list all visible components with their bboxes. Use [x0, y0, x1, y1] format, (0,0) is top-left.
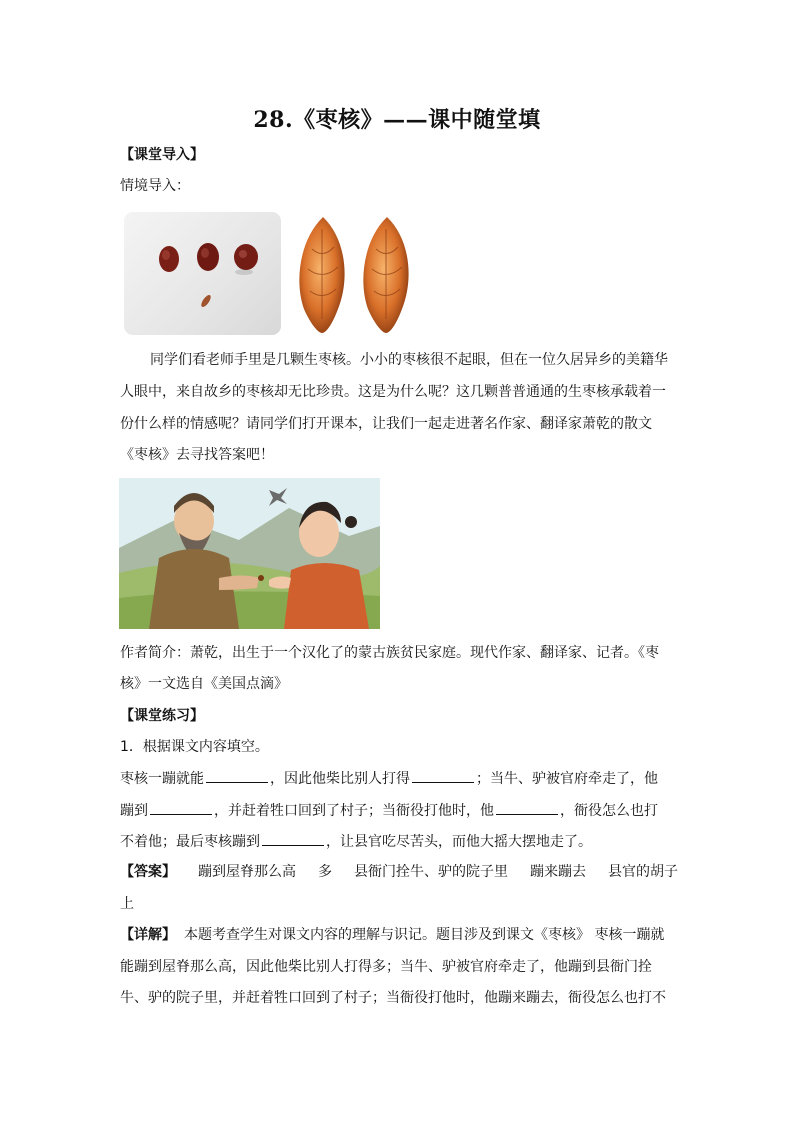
- answer-blank[interactable]: [262, 831, 324, 846]
- answer-line: [120, 862, 680, 882]
- question-1-line-3: [120, 831, 680, 852]
- question-text: ，让县官吃尽苦头，而他大摇大摆地走了。: [326, 834, 592, 850]
- explanation-line-3: 牛、驴的院子里，并赶着牲口回到了村子；当衙役打他时，他蹦来蹦去，衙役怎么也打不: [120, 990, 666, 1006]
- explanation-text: 本题考查学生对课文内容的理解与识记。题目涉及到课文《枣核》 枣核一蹦就: [184, 927, 665, 943]
- answer-blank[interactable]: [412, 768, 474, 783]
- question-text: 蹦到: [120, 803, 148, 819]
- scenario-label: 情境导入：: [120, 178, 190, 194]
- explanation-label: 【详解】: [120, 927, 176, 943]
- page-title: 28.《枣核》——课中随堂填: [253, 107, 541, 133]
- answer-label: 【答案】: [120, 864, 176, 880]
- question-text: ；当牛、驴被官府牵走了，他: [476, 771, 658, 787]
- question-text: ，衙役怎么也打: [560, 803, 658, 819]
- author-intro-line-1: 作者简介：萧乾，出生于一个汉化了的蒙古族贫民家庭。现代作家、翻译家、记者。《枣: [120, 645, 659, 661]
- question-1-line-2: [120, 800, 680, 821]
- intro-paragraph-line-4: 《枣核》去寻找答案吧！: [120, 447, 274, 463]
- intro-paragraph-line-1: 同学们看老师手里是几颗生枣核。小小的枣核很不起眼，但在一位久居异乡的美籍华: [150, 352, 668, 368]
- answer-blank[interactable]: [150, 800, 212, 815]
- explanation-line-1: [120, 925, 680, 945]
- question-text: 不着他；最后枣核蹦到: [120, 834, 260, 850]
- question-text: ，并赶着牲口回到了村子；当衙役打他时，他: [214, 803, 494, 819]
- question-1-prompt: 1．根据课文内容填空。: [120, 739, 269, 755]
- author-intro-line-2: 核》一文选自《美国点滴》: [120, 676, 288, 692]
- intro-paragraph-line-3: 份什么样的情感呢？请同学们打开课本，让我们一起走进著名作家、翻译家萧乾的散文: [120, 416, 652, 432]
- intro-paragraph-line-2: 人眼中，来自故乡的枣核却无比珍贵。这是为什么呢？这几颗普普通通的生枣核承载着一: [120, 384, 666, 400]
- explanation-line-2: 能蹦到屋脊那么高，因此他柴比别人打得多；当牛、驴被官府牵走了，他蹦到县衙门拴: [120, 959, 652, 975]
- answer-item: 县衙门拴牛、驴的院子里: [354, 864, 508, 880]
- red-dates-photo: [124, 212, 281, 335]
- answer-item: 蹦到屋脊那么高: [198, 864, 296, 880]
- old-man-and-woman-illustration: [119, 478, 380, 629]
- practice-heading: 【课堂练习】: [120, 708, 204, 724]
- answer-item: 县官的胡子: [608, 864, 678, 880]
- intro-heading: 【课堂导入】: [120, 147, 204, 163]
- answer-blank[interactable]: [496, 800, 558, 815]
- answer-item: 蹦来蹦去: [530, 864, 586, 880]
- question-text: ，因此他柴比别人打得: [270, 771, 410, 787]
- answer-item: 多: [318, 864, 332, 880]
- answer-blank[interactable]: [206, 768, 268, 783]
- carved-date-pits-photo: [288, 209, 422, 337]
- answer-tail: 上: [120, 896, 134, 912]
- question-text: 枣核一蹦就能: [120, 771, 204, 787]
- question-1-line-1: [120, 768, 680, 789]
